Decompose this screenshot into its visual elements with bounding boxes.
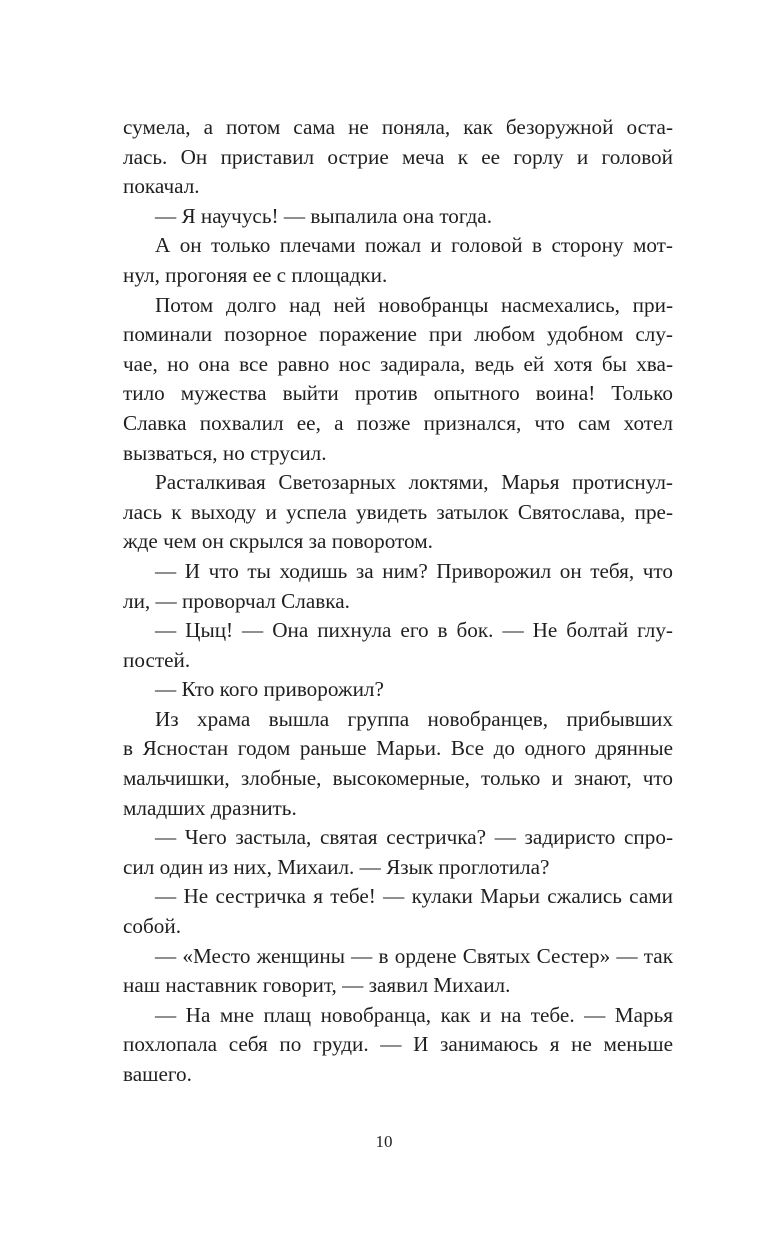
text-line: лась к выходу и успела увидеть затылок Святослава, пре-: [123, 499, 673, 524]
text-line: в Ясностан годом раньше Марьи. Все до одного дрянные: [123, 736, 673, 761]
paragraph: [123, 113, 673, 202]
paragraph: [123, 468, 673, 557]
page-text: [123, 113, 673, 1090]
text-line: поминали позорное поражение при любом удобном слу-: [123, 322, 673, 347]
paragraph: [123, 202, 673, 232]
text-line: — Цыц! — Она пихнула его в бок. — Не болтай глу-: [155, 618, 673, 643]
text-line: ли, — проворчал Славка.: [123, 588, 350, 613]
text-line: вашего.: [123, 1062, 192, 1086]
text-line: Славка похвалил ее, а позже признался, что сам хотел: [123, 410, 673, 435]
paragraph: [123, 616, 673, 675]
text-line: сумела, а потом сама не поняла, как безоружной оста-: [123, 115, 673, 139]
text-line: тило мужества выйти против опытного воина! Только: [123, 381, 673, 406]
text-line: — Я научусь! — выпалила она тогда.: [155, 203, 493, 228]
text-line: собой.: [123, 914, 182, 939]
paragraph: [123, 291, 673, 469]
text-line: мальчишки, злобные, высокомерные, только и знают, что: [123, 766, 673, 791]
text-line: — Чего застыла, святая сестричка? — задиристо спро-: [155, 825, 673, 850]
paragraph: [123, 1001, 673, 1090]
text-line: — «Место женщины — в ордене Святых Сестер» — так: [155, 943, 673, 968]
text-line: Расталкивая Светозарных локтями, Марья протиснул-: [155, 470, 673, 495]
text-line: нул, прогоняя ее с площадки.: [123, 262, 388, 287]
text-line: — И что ты ходишь за ним? Приворожил он тебя, что: [155, 558, 673, 583]
text-line: младших дразнить.: [123, 795, 297, 820]
text-line: лась. Он приставил острие меча к ее горлу и головой: [123, 144, 673, 169]
paragraph: [123, 882, 673, 941]
text-line: — Кто кого приворожил?: [155, 677, 384, 702]
text-line: вызваться, но струсил.: [123, 440, 327, 465]
paragraph: [123, 675, 673, 705]
paragraph: [123, 823, 673, 882]
paragraph: [123, 231, 673, 290]
text-line: Потом долго над ней новобранцы насмехались, при-: [155, 292, 673, 317]
paragraph: [123, 705, 673, 823]
text-line: Из храма вышла группа новобранцев, прибывших: [155, 706, 673, 731]
text-line: А он только плечами пожал и головой в сторону мот-: [155, 233, 673, 258]
text-line: сил один из них, Михаил. — Язык проглотила?: [123, 854, 550, 879]
text-line: покачал.: [123, 174, 200, 199]
paragraph: [123, 942, 673, 1001]
text-line: жде чем он скрылся за поворотом.: [123, 529, 433, 554]
text-line: — На мне плащ новобранца, как и на тебе. — Марья: [155, 1002, 673, 1027]
text-line: чае, но она все равно нос задирала, ведь ей хотя бы хва-: [123, 351, 673, 376]
text-line: наш наставник говорит, — заявил Михаил.: [123, 973, 511, 998]
page-number: 10: [375, 1132, 393, 1151]
text-line: постей.: [123, 647, 191, 672]
text-line: похлопала себя по груди. — И занимаюсь я не меньше: [123, 1032, 673, 1057]
text-line: — Не сестричка я тебе! — кулаки Марьи сжались сами: [155, 884, 673, 909]
paragraph: [123, 557, 673, 616]
